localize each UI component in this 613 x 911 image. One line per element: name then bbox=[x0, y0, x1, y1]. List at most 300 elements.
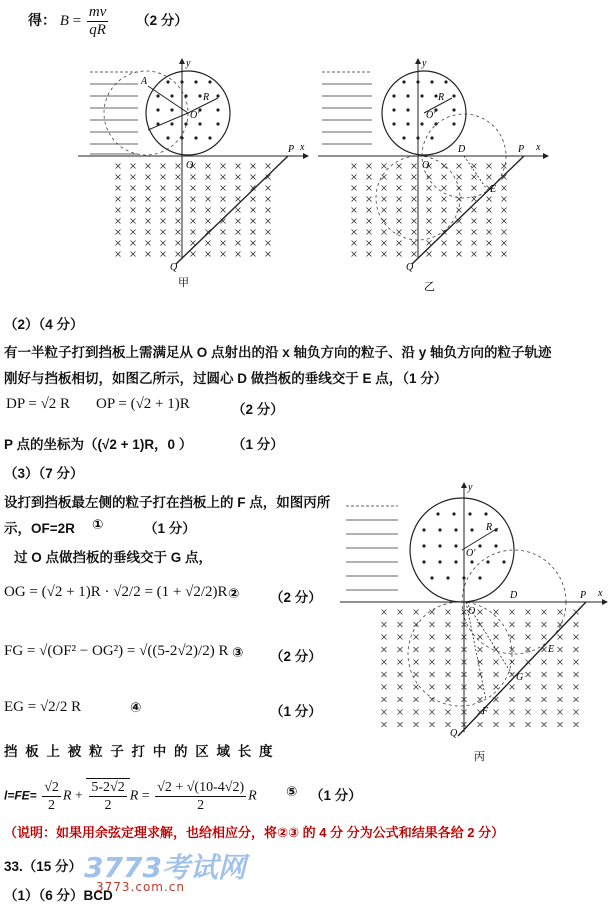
field-cross bbox=[398, 722, 403, 727]
field-cross bbox=[131, 230, 136, 235]
field-cross bbox=[398, 647, 403, 652]
field-cross bbox=[161, 252, 166, 257]
field-cross bbox=[251, 230, 256, 235]
field-cross bbox=[542, 622, 547, 627]
field-cross bbox=[494, 647, 499, 652]
field-cross bbox=[398, 697, 403, 702]
part2-eq-dp: DP = √2 R bbox=[6, 396, 71, 412]
field-cross bbox=[430, 672, 435, 677]
part2-coord: P 点的坐标为（(√2 + 1)R，0 ） bbox=[4, 437, 193, 452]
field-cross bbox=[542, 635, 547, 640]
field-cross bbox=[494, 685, 499, 690]
label-y: y bbox=[422, 58, 427, 69]
field-cross bbox=[382, 697, 387, 702]
field-cross bbox=[430, 685, 435, 690]
field-cross bbox=[472, 175, 477, 180]
field-cross bbox=[146, 230, 151, 235]
field-cross bbox=[526, 647, 531, 652]
field-cross bbox=[574, 610, 579, 615]
caption-bing: 丙 bbox=[474, 751, 485, 763]
field-cross bbox=[161, 230, 166, 235]
field-cross bbox=[427, 241, 432, 246]
field-cross bbox=[558, 722, 563, 727]
field-cross bbox=[382, 241, 387, 246]
field-cross bbox=[352, 252, 357, 257]
field-cross bbox=[502, 186, 507, 191]
field-cross bbox=[131, 219, 136, 224]
field-cross bbox=[206, 175, 211, 180]
label-f: F bbox=[482, 706, 489, 717]
field-cross bbox=[367, 219, 372, 224]
field-cross bbox=[116, 197, 121, 202]
field-cross bbox=[412, 252, 417, 257]
field-cross bbox=[526, 722, 531, 727]
field-cross bbox=[176, 230, 181, 235]
field-cross bbox=[542, 647, 547, 652]
label-e: E bbox=[548, 644, 555, 655]
field-cross bbox=[487, 175, 492, 180]
field-cross bbox=[382, 660, 387, 665]
field-cross bbox=[446, 610, 451, 615]
field-cross bbox=[510, 622, 515, 627]
field-cross bbox=[206, 219, 211, 224]
field-cross bbox=[221, 197, 226, 202]
eq-eg-score: （1 分） bbox=[270, 704, 322, 719]
field-cross bbox=[131, 208, 136, 213]
field-cross bbox=[161, 241, 166, 246]
eq-l: l=FE= $\frac{√2}{2}$ R + $\frac{5-2√2}{2}$ R = $\frac{√2 + √(10-4√2)}{2}$ R bbox=[4, 780, 257, 813]
label-o1: O' bbox=[190, 110, 200, 121]
field-cross bbox=[442, 197, 447, 202]
field-cross bbox=[542, 710, 547, 715]
field-cross bbox=[472, 252, 477, 257]
label-q: Q bbox=[170, 262, 178, 273]
field-cross bbox=[251, 219, 256, 224]
field-cross bbox=[542, 610, 547, 615]
field-cross bbox=[176, 252, 181, 257]
part3-line2c: （1 分） bbox=[144, 521, 196, 536]
field-cross bbox=[442, 186, 447, 191]
field-cross bbox=[446, 635, 451, 640]
field-cross bbox=[574, 672, 579, 677]
top-formula: 得： B = $\frac{mv}{qR}$ （2 分） bbox=[28, 4, 188, 38]
field-cross bbox=[558, 635, 563, 640]
figure-yi bbox=[318, 58, 550, 293]
field-cross bbox=[266, 186, 271, 191]
field-cross bbox=[542, 672, 547, 677]
field-cross bbox=[161, 197, 166, 202]
field-cross bbox=[457, 241, 462, 246]
field-cross bbox=[478, 647, 483, 652]
field-cross bbox=[510, 610, 515, 615]
label-a: A bbox=[141, 76, 148, 87]
field-cross bbox=[472, 208, 477, 213]
part3-line2a: 示，OF=2R bbox=[4, 521, 75, 536]
field-cross bbox=[412, 219, 417, 224]
field-cross bbox=[412, 241, 417, 246]
field-cross bbox=[510, 722, 515, 727]
field-cross bbox=[457, 208, 462, 213]
field-cross bbox=[176, 208, 181, 213]
part3-region: 挡 板 上 被 粒 子 打 中 的 区 域 长 度 bbox=[4, 744, 275, 759]
field-cross bbox=[251, 252, 256, 257]
field-cross bbox=[574, 635, 579, 640]
field-cross bbox=[412, 186, 417, 191]
label-y: y bbox=[468, 482, 473, 493]
field-cross bbox=[206, 164, 211, 169]
label-o1: O' bbox=[426, 110, 436, 121]
part2-eq-op: OP = (√2 + 1)R bbox=[96, 396, 190, 412]
field-cross bbox=[427, 186, 432, 191]
field-cross bbox=[251, 208, 256, 213]
field-cross bbox=[446, 722, 451, 727]
field-cross bbox=[412, 230, 417, 235]
field-cross bbox=[472, 164, 477, 169]
field-cross bbox=[446, 622, 451, 627]
field-cross bbox=[502, 241, 507, 246]
field-cross bbox=[430, 697, 435, 702]
field-cross bbox=[382, 175, 387, 180]
field-cross bbox=[382, 219, 387, 224]
field-cross bbox=[574, 722, 579, 727]
field-cross bbox=[131, 252, 136, 257]
field-cross bbox=[191, 175, 196, 180]
field-cross bbox=[494, 622, 499, 627]
eq-og-mark: ② bbox=[228, 586, 240, 601]
field-cross bbox=[131, 175, 136, 180]
field-cross bbox=[236, 175, 241, 180]
field-cross bbox=[191, 208, 196, 213]
label-e: E bbox=[490, 184, 497, 195]
label-o: O bbox=[422, 160, 430, 171]
figure-bing bbox=[340, 482, 610, 764]
field-cross bbox=[367, 252, 372, 257]
field-cross bbox=[236, 164, 241, 169]
field-cross bbox=[457, 230, 462, 235]
field-cross bbox=[206, 208, 211, 213]
field-cross bbox=[191, 252, 196, 257]
field-cross bbox=[382, 186, 387, 191]
field-cross bbox=[382, 685, 387, 690]
field-cross bbox=[146, 252, 151, 257]
field-cross bbox=[487, 219, 492, 224]
field-cross bbox=[494, 672, 499, 677]
field-cross bbox=[414, 660, 419, 665]
field-cross bbox=[510, 697, 515, 702]
field-cross bbox=[526, 660, 531, 665]
field-cross bbox=[442, 219, 447, 224]
field-cross bbox=[472, 219, 477, 224]
field-cross bbox=[116, 219, 121, 224]
field-cross bbox=[251, 197, 256, 202]
field-cross bbox=[430, 660, 435, 665]
field-cross bbox=[146, 208, 151, 213]
field-cross bbox=[412, 208, 417, 213]
field-cross bbox=[558, 697, 563, 702]
field-cross bbox=[116, 175, 121, 180]
field-cross bbox=[398, 710, 403, 715]
label-x: x bbox=[536, 142, 541, 153]
field-cross bbox=[352, 219, 357, 224]
field-cross bbox=[414, 635, 419, 640]
field-cross bbox=[487, 164, 492, 169]
part3-line1: 设打到挡板最左侧的粒子打在挡板上的 F 点，如图丙所 bbox=[4, 495, 331, 510]
field-cross bbox=[206, 241, 211, 246]
field-cross bbox=[352, 241, 357, 246]
field-cross bbox=[427, 197, 432, 202]
label-q: Q bbox=[406, 262, 414, 273]
label-y: y bbox=[186, 58, 191, 69]
field-cross bbox=[494, 635, 499, 640]
field-cross bbox=[558, 710, 563, 715]
field-cross bbox=[397, 175, 402, 180]
field-cross bbox=[352, 164, 357, 169]
q33-heading: 33.（15 分） bbox=[4, 859, 83, 874]
field-cross bbox=[510, 635, 515, 640]
part3-line3: 过 O 点做挡板的垂线交于 G 点， bbox=[14, 550, 213, 565]
label-r: R bbox=[203, 92, 210, 103]
field-cross bbox=[191, 197, 196, 202]
label-p: P bbox=[518, 144, 525, 155]
field-cross bbox=[442, 241, 447, 246]
field-cross bbox=[472, 186, 477, 191]
part2-line1: 有一半粒子打到挡板上需满足从 O 点射出的沿 x 轴负方向的粒子、沿 y 轴负方向的粒子轨迹 bbox=[4, 345, 552, 360]
field-cross bbox=[236, 219, 241, 224]
field-cross bbox=[161, 208, 166, 213]
field-cross bbox=[542, 660, 547, 665]
eq-og: OG = (√2 + 1)R · √2/2 = (1 + √2/2)R bbox=[4, 584, 228, 600]
field-cross bbox=[382, 197, 387, 202]
field-cross bbox=[251, 175, 256, 180]
field-cross bbox=[206, 252, 211, 257]
field-cross bbox=[191, 186, 196, 191]
eq-eg-mark: ④ bbox=[130, 700, 142, 715]
field-cross bbox=[430, 710, 435, 715]
field-cross bbox=[558, 660, 563, 665]
field-cross bbox=[382, 722, 387, 727]
field-cross bbox=[382, 647, 387, 652]
field-cross bbox=[412, 197, 417, 202]
field-cross bbox=[446, 697, 451, 702]
field-cross bbox=[352, 186, 357, 191]
eq-og-score: （2 分） bbox=[270, 590, 322, 605]
field-cross bbox=[161, 175, 166, 180]
eq-l-prefix: l=FE= bbox=[4, 788, 37, 803]
field-cross bbox=[382, 610, 387, 615]
field-cross bbox=[398, 635, 403, 640]
field-cross bbox=[221, 241, 226, 246]
field-cross bbox=[131, 241, 136, 246]
field-cross bbox=[251, 164, 256, 169]
field-cross bbox=[352, 208, 357, 213]
part2-heading: （2）（4 分） bbox=[4, 317, 84, 332]
field-cross bbox=[352, 230, 357, 235]
field-cross bbox=[457, 197, 462, 202]
field-cross bbox=[206, 197, 211, 202]
field-cross bbox=[266, 230, 271, 235]
field-cross bbox=[414, 697, 419, 702]
field-cross bbox=[494, 610, 499, 615]
field-cross bbox=[221, 164, 226, 169]
field-cross bbox=[446, 647, 451, 652]
field-cross bbox=[442, 252, 447, 257]
field-cross bbox=[430, 610, 435, 615]
label-d: D bbox=[510, 590, 518, 601]
field-cross bbox=[494, 660, 499, 665]
eq-fg: FG = √(OF² − OG²) = √((5-2√2)/2) R bbox=[4, 643, 229, 659]
field-cross bbox=[558, 672, 563, 677]
field-cross bbox=[382, 710, 387, 715]
field-cross bbox=[446, 672, 451, 677]
field-cross bbox=[146, 186, 151, 191]
field-cross bbox=[487, 230, 492, 235]
field-cross bbox=[266, 219, 271, 224]
part2-line2: 刚好与挡板相切，如图乙所示，过圆心 D 做挡板的垂线交于 E 点，（1 分） bbox=[4, 371, 448, 386]
field-cross bbox=[398, 685, 403, 690]
field-cross bbox=[487, 208, 492, 213]
field-cross bbox=[176, 241, 181, 246]
field-cross bbox=[266, 252, 271, 257]
field-cross bbox=[266, 164, 271, 169]
field-cross bbox=[397, 164, 402, 169]
field-cross bbox=[131, 197, 136, 202]
field-cross bbox=[397, 219, 402, 224]
field-cross bbox=[478, 635, 483, 640]
field-cross bbox=[367, 197, 372, 202]
field-cross bbox=[430, 622, 435, 627]
field-cross bbox=[430, 722, 435, 727]
field-cross bbox=[526, 672, 531, 677]
field-cross bbox=[221, 230, 226, 235]
field-cross bbox=[382, 230, 387, 235]
field-cross bbox=[176, 164, 181, 169]
field-cross bbox=[236, 208, 241, 213]
field-cross bbox=[457, 175, 462, 180]
field-cross bbox=[427, 230, 432, 235]
field-cross bbox=[414, 647, 419, 652]
field-cross bbox=[442, 175, 447, 180]
field-cross bbox=[161, 164, 166, 169]
field-cross bbox=[266, 197, 271, 202]
field-cross bbox=[116, 230, 121, 235]
field-cross bbox=[487, 252, 492, 257]
field-cross bbox=[574, 697, 579, 702]
part2-eq-score: （2 分） bbox=[232, 402, 284, 417]
field-cross bbox=[526, 685, 531, 690]
field-cross bbox=[176, 197, 181, 202]
field-cross bbox=[502, 197, 507, 202]
q33-sub: （1）（6 分）BCD bbox=[4, 888, 113, 903]
eq-l-score: （1 分） bbox=[310, 788, 362, 803]
formula-prefix: 得： bbox=[28, 11, 56, 28]
field-cross bbox=[397, 252, 402, 257]
field-cross bbox=[367, 164, 372, 169]
field-cross bbox=[352, 197, 357, 202]
label-g: G bbox=[516, 672, 524, 683]
field-cross bbox=[382, 208, 387, 213]
field-cross bbox=[398, 672, 403, 677]
field-cross bbox=[502, 219, 507, 224]
field-cross bbox=[478, 622, 483, 627]
field-cross bbox=[442, 164, 447, 169]
caption-jia: 甲 bbox=[178, 277, 189, 289]
field-cross bbox=[176, 219, 181, 224]
field-cross bbox=[526, 610, 531, 615]
field-cross bbox=[478, 685, 483, 690]
field-cross bbox=[472, 241, 477, 246]
field-cross bbox=[191, 241, 196, 246]
field-cross bbox=[352, 175, 357, 180]
field-cross bbox=[146, 197, 151, 202]
field-cross bbox=[542, 722, 547, 727]
field-cross bbox=[510, 710, 515, 715]
field-cross bbox=[478, 697, 483, 702]
field-cross bbox=[191, 219, 196, 224]
field-cross bbox=[574, 622, 579, 627]
field-cross bbox=[221, 186, 226, 191]
field-cross bbox=[397, 186, 402, 191]
field-cross bbox=[446, 685, 451, 690]
field-cross bbox=[574, 660, 579, 665]
field-cross bbox=[502, 230, 507, 235]
field-cross bbox=[236, 241, 241, 246]
field-cross bbox=[146, 164, 151, 169]
field-cross bbox=[116, 241, 121, 246]
formula-score: （2 分） bbox=[136, 12, 188, 28]
field-cross bbox=[414, 672, 419, 677]
field-cross bbox=[116, 208, 121, 213]
field-cross bbox=[427, 219, 432, 224]
label-r: R bbox=[486, 522, 493, 533]
field-cross bbox=[478, 722, 483, 727]
field-cross bbox=[161, 186, 166, 191]
watermark-logo: 3773考试网 bbox=[84, 851, 246, 884]
field-cross bbox=[397, 230, 402, 235]
field-cross bbox=[442, 208, 447, 213]
field-cross bbox=[446, 710, 451, 715]
eq-fg-score: （2 分） bbox=[270, 649, 322, 664]
label-o1: O' bbox=[466, 548, 476, 559]
part3-heading: （3）（7 分） bbox=[4, 466, 84, 481]
field-cross bbox=[397, 241, 402, 246]
field-cross bbox=[131, 164, 136, 169]
field-cross bbox=[472, 197, 477, 202]
field-cross bbox=[397, 197, 402, 202]
field-cross bbox=[414, 685, 419, 690]
field-cross bbox=[382, 635, 387, 640]
label-q: Q bbox=[450, 728, 458, 739]
field-cross bbox=[116, 252, 121, 257]
field-cross bbox=[131, 186, 136, 191]
field-cross bbox=[494, 697, 499, 702]
field-cross bbox=[176, 175, 181, 180]
field-cross bbox=[236, 230, 241, 235]
field-cross bbox=[206, 186, 211, 191]
field-cross bbox=[367, 230, 372, 235]
field-cross bbox=[414, 722, 419, 727]
field-cross bbox=[116, 164, 121, 169]
field-cross bbox=[526, 697, 531, 702]
label-r: R bbox=[438, 92, 445, 103]
field-cross bbox=[397, 208, 402, 213]
field-cross bbox=[526, 710, 531, 715]
label-x: x bbox=[300, 142, 305, 153]
field-cross bbox=[382, 622, 387, 627]
field-cross bbox=[558, 610, 563, 615]
field-cross bbox=[430, 647, 435, 652]
field-cross bbox=[382, 164, 387, 169]
field-cross bbox=[146, 175, 151, 180]
